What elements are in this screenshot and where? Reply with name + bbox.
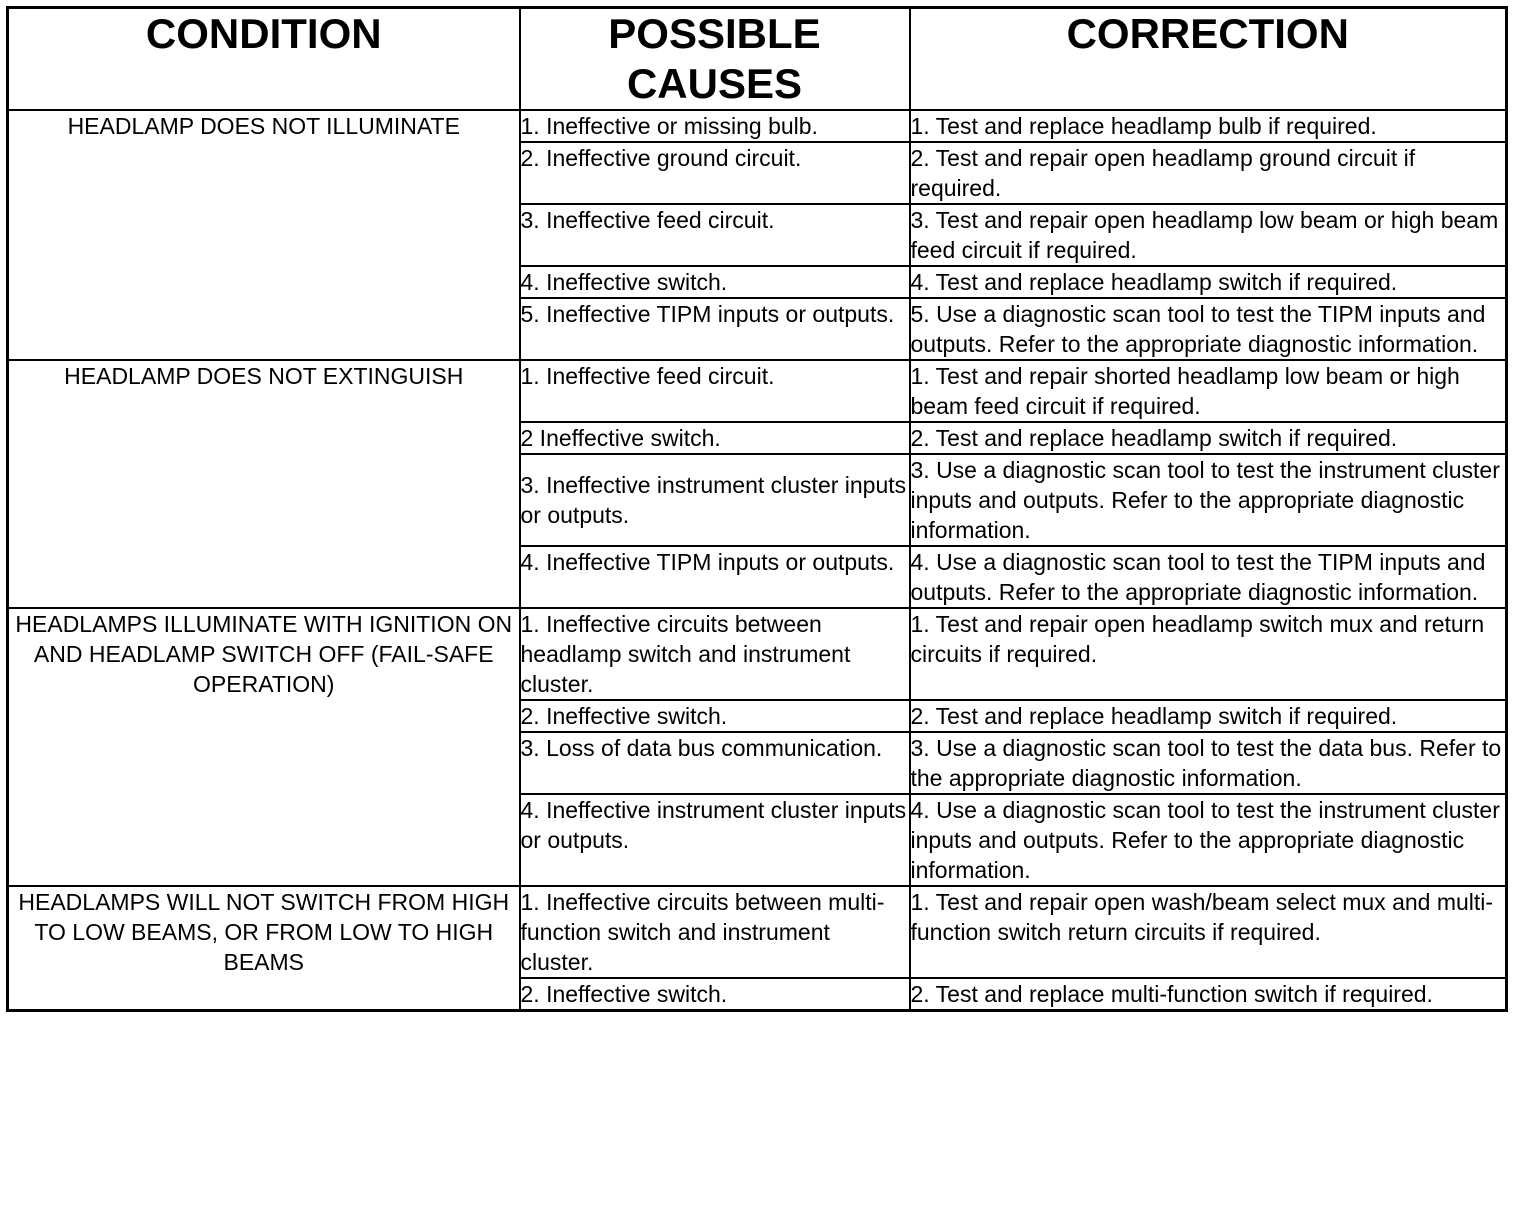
correction-cell: 2. Test and replace headlamp switch if required. bbox=[910, 422, 1507, 454]
condition-cell: HEADLAMPS ILLUMINATE WITH IGNITION ON AND HEADLAMP SWITCH OFF (FAIL-SAFE OPERATION) bbox=[8, 608, 520, 886]
cause-cell: 1. Ineffective feed circuit. bbox=[520, 360, 910, 422]
header-correction: CORRECTION bbox=[910, 8, 1507, 111]
correction-cell: 2. Test and replace headlamp switch if required. bbox=[910, 700, 1507, 732]
cause-cell: 2. Ineffective switch. bbox=[520, 700, 910, 732]
table-row bbox=[8, 608, 1507, 700]
correction-cell: 4. Use a diagnostic scan tool to test the instrument cluster inputs and outputs. Refer to the appropriate diagnostic information. bbox=[910, 794, 1507, 886]
cause-cell: 3. Ineffective feed circuit. bbox=[520, 204, 910, 266]
correction-cell: 3. Test and repair open headlamp low beam or high beam feed circuit if required. bbox=[910, 204, 1507, 266]
cause-cell: 1. Ineffective or missing bulb. bbox=[520, 110, 910, 142]
correction-cell: 2. Test and replace multi-function switch if required. bbox=[910, 978, 1507, 1011]
cause-cell: 3. Ineffective instrument cluster inputs or outputs. bbox=[520, 454, 910, 546]
correction-cell: 1. Test and repair open wash/beam select mux and multi-function switch return circuits if required. bbox=[910, 886, 1507, 978]
cause-cell: 1. Ineffective circuits between headlamp switch and instrument cluster. bbox=[520, 608, 910, 700]
cause-cell: 4. Ineffective switch. bbox=[520, 266, 910, 298]
correction-cell: 1. Test and repair shorted headlamp low beam or high beam feed circuit if required. bbox=[910, 360, 1507, 422]
cause-cell: 2. Ineffective ground circuit. bbox=[520, 142, 910, 204]
correction-cell: 3. Use a diagnostic scan tool to test the instrument cluster inputs and outputs. Refer to the appropriate diagnostic information. bbox=[910, 454, 1507, 546]
condition-cell: HEADLAMP DOES NOT EXTINGUISH bbox=[8, 360, 520, 608]
table-row bbox=[8, 886, 1507, 978]
header-row bbox=[8, 8, 1507, 111]
header-possible-causes-text: POSSIBLE CAUSES bbox=[608, 10, 821, 107]
correction-cell: 5. Use a diagnostic scan tool to test the TIPM inputs and outputs. Refer to the appropriate diagnostic information. bbox=[910, 298, 1507, 360]
condition-cell: HEADLAMPS WILL NOT SWITCH FROM HIGH TO LOW BEAMS, OR FROM LOW TO HIGH BEAMS bbox=[8, 886, 520, 1011]
cause-cell: 2. Ineffective switch. bbox=[520, 978, 910, 1011]
correction-cell: 4. Use a diagnostic scan tool to test the TIPM inputs and outputs. Refer to the appropriate diagnostic information. bbox=[910, 546, 1507, 608]
cause-cell: 1. Ineffective circuits between multi-function switch and instrument cluster. bbox=[520, 886, 910, 978]
correction-cell: 1. Test and replace headlamp bulb if required. bbox=[910, 110, 1507, 142]
correction-cell: 3. Use a diagnostic scan tool to test the data bus. Refer to the appropriate diagnostic information. bbox=[910, 732, 1507, 794]
correction-cell: 1. Test and repair open headlamp switch mux and return circuits if required. bbox=[910, 608, 1507, 700]
header-possible-causes bbox=[520, 8, 910, 111]
table-row bbox=[8, 110, 1507, 142]
correction-cell: 2. Test and repair open headlamp ground circuit if required. bbox=[910, 142, 1507, 204]
cause-cell: 3. Loss of data bus communication. bbox=[520, 732, 910, 794]
cause-cell: 2 Ineffective switch. bbox=[520, 422, 910, 454]
diagnosis-table bbox=[6, 6, 1508, 1012]
condition-cell: HEADLAMP DOES NOT ILLUMINATE bbox=[8, 110, 520, 360]
cause-cell: 4. Ineffective TIPM inputs or outputs. bbox=[520, 546, 910, 608]
cause-cell: 5. Ineffective TIPM inputs or outputs. bbox=[520, 298, 910, 360]
table-row bbox=[8, 360, 1507, 422]
cause-cell: 4. Ineffective instrument cluster inputs or outputs. bbox=[520, 794, 910, 886]
correction-cell: 4. Test and replace headlamp switch if required. bbox=[910, 266, 1507, 298]
header-condition: CONDITION bbox=[8, 8, 520, 111]
